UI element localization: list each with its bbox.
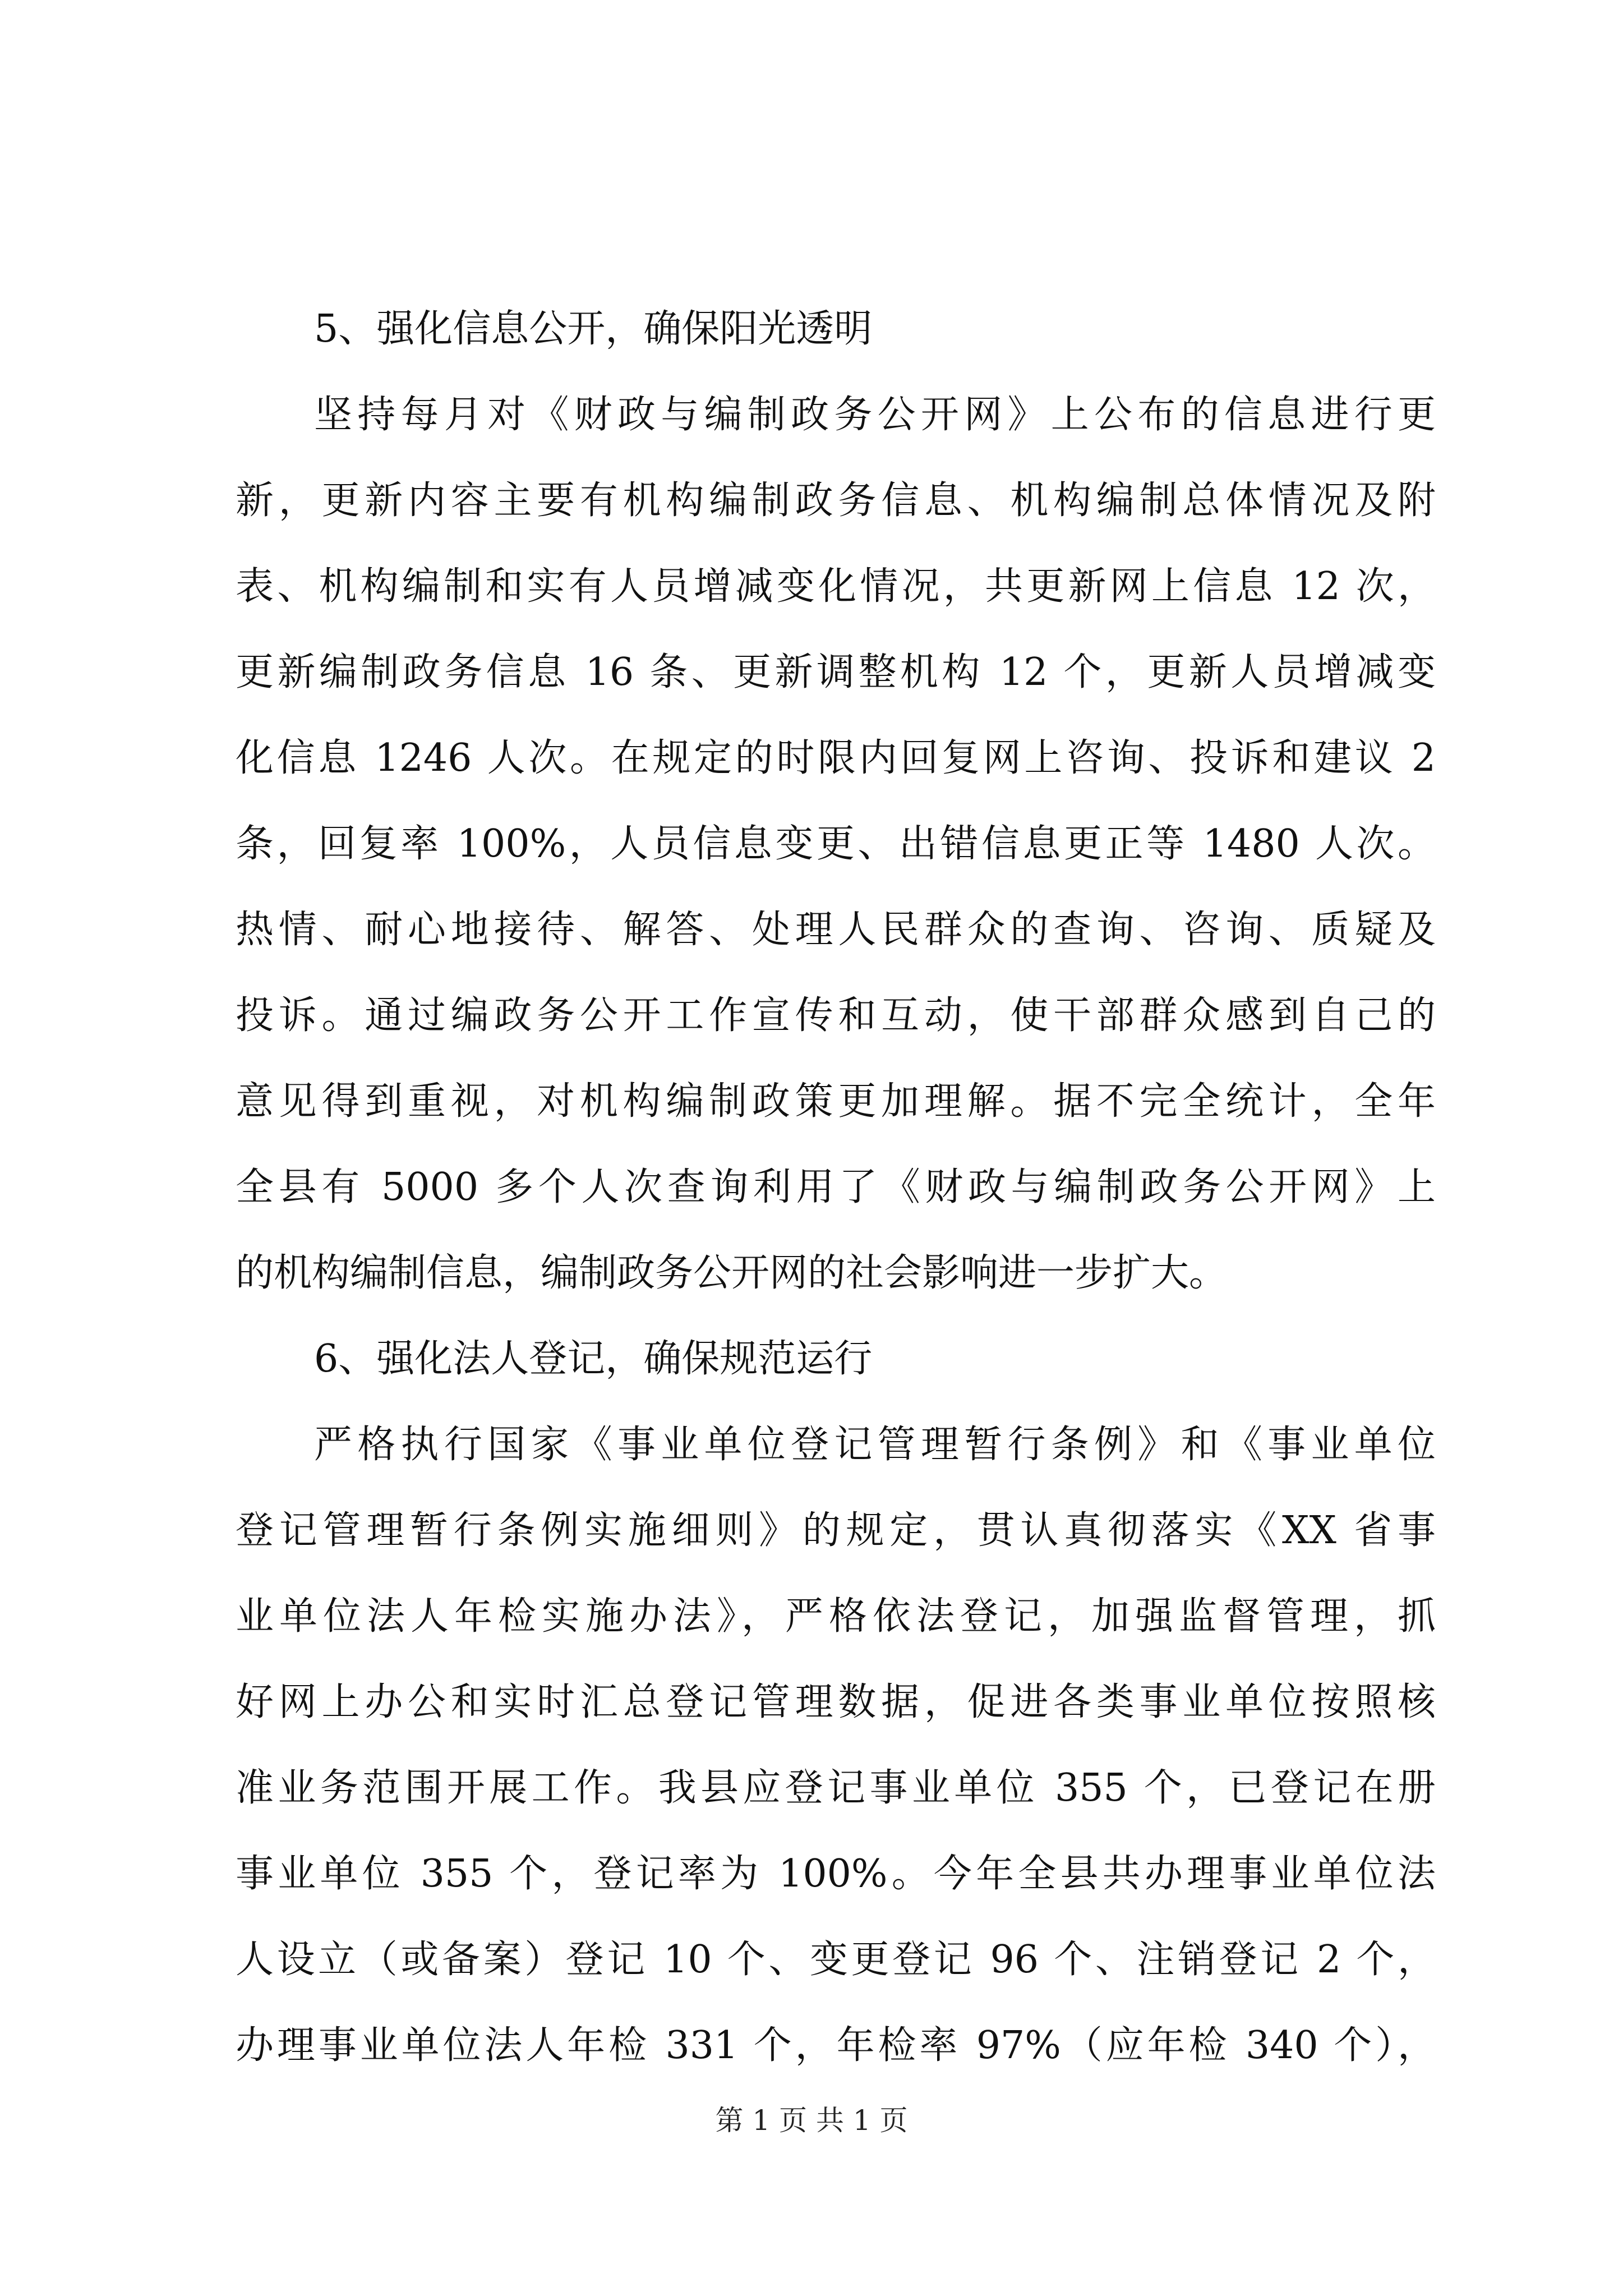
paragraph-line: 的机构编制信息，编制政务公开网的社会影响进一步扩大。 xyxy=(236,1251,1228,1295)
paragraph-line: 条，回复率 100%，人员信息变更、出错信息更正等 1480 人次。 xyxy=(236,822,1436,866)
document-body xyxy=(236,286,1436,2088)
paragraph-line: 业单位法人年检实施办法》，严格依法登记，加强监督管理，抓 xyxy=(236,1594,1436,1639)
paragraph-line: 意见得到重视，对机构编制政策更加理解。据不完全统计，全年 xyxy=(236,1079,1436,1124)
paragraph-line: 更新编制政务信息 16 条、更新调整机构 12 个，更新人员增减变 xyxy=(236,650,1436,694)
paragraph-line: 坚持每月对《财政与编制政务公开网》上公布的信息进行更 xyxy=(314,393,1436,437)
section-heading-5: 5、强化信息公开，确保阳光透明 xyxy=(314,307,873,351)
paragraph-line: 好网上办公和实时汇总登记管理数据，促进各类事业单位按照核 xyxy=(236,1680,1436,1724)
paragraph-line: 办理事业单位法人年检 331 个，年检率 97%（应年检 340 个）， xyxy=(236,2023,1436,2068)
paragraph-line: 热情、耐心地接待、解答、处理人民群众的查询、咨询、质疑及 xyxy=(236,908,1436,952)
paragraph-line: 表、机构编制和实有人员增减变化情况，共更新网上信息 12 次， xyxy=(236,564,1436,609)
paragraph-line: 化信息 1246 人次。在规定的时限内回复网上咨询、投诉和建议 2 xyxy=(236,736,1436,780)
paragraph-line: 全县有 5000 多个人次查询利用了《财政与编制政务公开网》上 xyxy=(236,1165,1436,1209)
section-heading-6: 6、强化法人登记，确保规范运行 xyxy=(314,1337,873,1381)
paragraph-line: 人设立（或备案）登记 10 个、变更登记 96 个、注销登记 2 个， xyxy=(236,1938,1436,1982)
paragraph-line: 登记管理暂行条例实施细则》的规定，贯认真彻落实《XX 省事 xyxy=(236,1508,1436,1553)
page-footer: 第 1 页 共 1 页 xyxy=(715,2104,908,2137)
paragraph-line: 严格执行国家《事业单位登记管理暂行条例》和《事业单位 xyxy=(314,1423,1436,1467)
paragraph-line: 新，更新内容主要有机构编制政务信息、机构编制总体情况及附 xyxy=(236,478,1436,523)
paragraph-line: 准业务范围开展工作。我县应登记事业单位 355 个，已登记在册 xyxy=(236,1766,1436,1810)
paragraph-line: 投诉。通过编政务公开工作宣传和互动，使干部群众感到自己的 xyxy=(236,993,1436,1038)
paragraph-line: 事业单位 355 个，登记率为 100%。今年全县共办理事业单位法 xyxy=(236,1852,1436,1896)
